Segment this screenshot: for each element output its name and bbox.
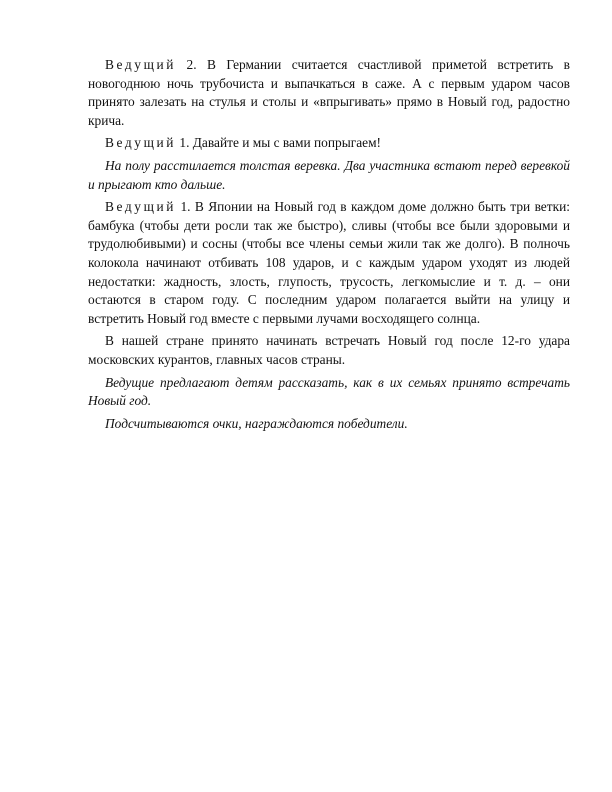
speaker-label: Ведущий [105,57,177,72]
stage-direction-scoring: Подсчитываются очки, награждаются победители. [105,415,408,431]
paragraph-japan-tradition [88,198,570,328]
paragraph-text: 2. В Германии считается счастливой приметой встретить в новогоднюю ночь трубочиста и выпачкаться в саже. А с первым ударом часов принято залезать на стулья и столы и «впрыгивать» прямо в Новый год, радостно крича. [88,57,570,128]
speaker-label: Ведущий [105,199,177,215]
speaker-label: Ведущий [105,135,177,151]
stage-direction-family-stories: Ведущие предлагают детям рассказать, как в их семьях принято встречать Новый год. [88,374,570,409]
document-body [88,56,570,437]
paragraph-germany-tradition [88,56,570,130]
stage-direction-rope-jump: На полу расстилается толстая веревка. Два участника встают перед веревкой и прыгают кто дальше. [88,157,570,192]
paragraph-our-country-tradition: В нашей стране принято начинать встречать Новый год после 12-го удара московских курантов, главных часов страны. [88,333,570,367]
paragraph-text: 1. Давайте и мы с вами попрыгаем! [176,135,382,151]
paragraph-text: 1. В Японии на Новый год в каждом доме должно быть три ветки: бамбука (чтобы дети росли так же быстро), сливы (чтобы все были здоровыми и трудолюбивыми) и сосны (чтобы все члены семьи жили так же долго). В полночь колокола начинают отбивать 108 ударов, и с каждым ударом уходят из людей недостатки: жадность, злость, глупость, трусость, легкомыслие и т. д. – они остаются в старом году. С последним ударом полагается выйти на улицу и встретить Новый год вместе с первыми лучами восходящего солнца. [88,199,570,326]
paragraph-lets-jump [88,134,570,153]
